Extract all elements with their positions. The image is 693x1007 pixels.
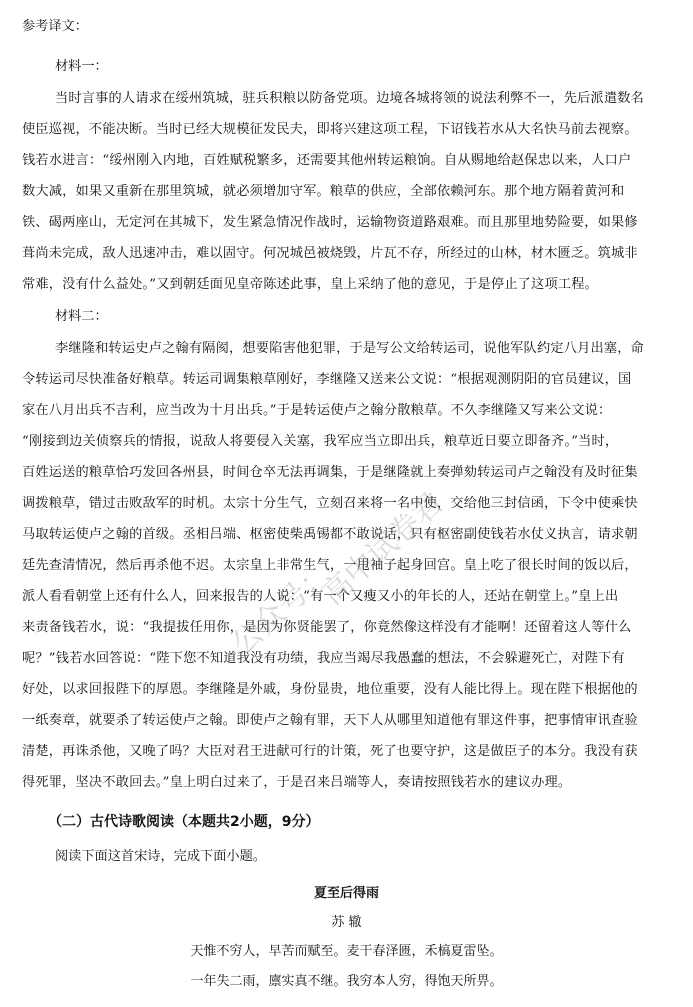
translation-heading: 参考译文： [22, 19, 88, 34]
text-line: 家在八月出兵不吉利，应当改为十月出兵。”于是转运使卢之翰分散粮草。不久李继隆又写来公文说： [22, 403, 612, 418]
poem-author: 苏 辙 [331, 915, 362, 930]
text-line: 铁、碣两座山，无定河在其城下，发生紧急情况作战时，运输物资道路艰难。而且那里地势险要，如果修 [22, 215, 638, 230]
text-line: 葺尚未完成，敌人迅速冲击，难以固守。何况城邑被烧毁，片瓦不存，所经过的山林，材木匮乏。筑城非 [22, 246, 638, 261]
text-line: 常难，没有什么益处。”又到朝廷面见皇帝陈述此事，皇上采纳了他的意见，于是停止了这项工程。 [22, 277, 599, 292]
material-one-label: 材料一： [55, 59, 108, 74]
text-line: 廷先查清情况，然后再杀他不迟。太宗皇上非常生气，一甩袖子起身回宫。皇上吃了很长时间的饭以后， [22, 558, 638, 573]
text-line: 李继隆和转运史卢之翰有隔阂，想要陷害他犯罪，于是写公文给转运司，说他军队约定八月出塞，命 [55, 341, 645, 356]
text-line: “刚接到边关侦察兵的情报，说敌人将要侵入关塞，我军应当立即出兵，粮草近日要立即备齐。”当时， [22, 434, 619, 449]
text-line: 得死罪，坚决不敢回去。”皇上明白过来了，于是召来吕端等人，奏请按照钱若水的建议办理。 [22, 775, 572, 790]
watermark-line: 高中试卷君 [315, 485, 451, 612]
text-line: 派人看看朝堂上还有什么人，回来报告的人说：“有一个又瘦又小的年长的人，还站在朝堂上。”皇上出 [22, 589, 619, 604]
text-line: 清楚，再诛杀他，又晚了吗？大臣对君王进献可行的计策，死了也要守护，这是做臣子的本分。我没有获 [22, 744, 638, 759]
watermark [200, 380, 580, 660]
text-line: 马取转运使卢之翰的首级。丞相吕端、枢密使柴禹锡都不敢说话，只有枢密副使钱若水仗义执言，请求朝 [22, 527, 638, 542]
text-line: 好处，以求回报陛下的厚恩。李继隆是外戚，身份显贵，地位重要，没有人能比得上。现在陛下根据他的 [22, 682, 638, 697]
poem-line: 一年失二雨，廪实真不继。我穷本人穷，得饱天所畀。 [190, 974, 503, 989]
text-line: 当时言事的人请求在绥州筑城，驻兵积粮以防备党项。边境各城将领的说法利弊不一，先后派遣数名 [55, 91, 645, 106]
text-line: 来责备钱若水，说：“我提拔任用你，是因为你贤能罢了，你竟然像这样没有才能啊！还留着这人等什么 [22, 620, 632, 635]
text-line: 数大减，如果又重新在那里筑城，就必须增加守军。粮草的供应，全部依赖河东。那个地方隔着黄河和 [22, 184, 625, 199]
text-line: 百姓运送的粮草恰巧发回各州县，时间仓卒无法再调集，于是继隆就上奏弹劾转运司卢之翰没有及时征集 [22, 465, 638, 480]
section-title: （二）古代诗歌阅读（本题共2小题，9分） [48, 814, 320, 830]
text-line: 调拨粮草，错过击败敌军的时机。太宗十分生气，立刻召来将一名中使，交给他三封信函，下令中使乘快 [22, 496, 638, 511]
material-two-label: 材料二： [55, 309, 108, 324]
text-line: 钱若水进言：“绥州刚入内地，百姓赋税繁多，还需要其他州转运粮饷。自从赐地给赵保忠以来，人口户 [22, 153, 632, 168]
poem-title: 夏至后得雨 [313, 886, 379, 901]
text-line: 一纸奏章，就要杀了转运使卢之翰。即使卢之翰有罪，天下人从哪里知道他有罪这件事，把事情审讯查验 [22, 713, 638, 728]
text-line: 使臣巡视，不能决断。当时已经大规模征发民夫，即将兴建这项工程，下诏钱若水从大名快马前去视察。 [22, 122, 638, 137]
watermark-line: 公众号： [225, 555, 338, 662]
instruction-text: 阅读下面这首宋诗，完成下面小题。 [55, 849, 266, 864]
text-line: 呢？”钱若水回答说：“陛下您不知道我没有功绩，我应当竭尽我愚蠢的想法，不会躲避死亡，对陛下有 [22, 651, 625, 666]
poem-line: 天惟不穷人，早苦而赋至。麦干春泽匮，禾槁夏雷坠。 [190, 944, 503, 959]
text-line: 令转运司尽快准备好粮草。转运司调集粮草刚好，李继隆又送来公文说：“根据观测阴阳的官员建议，国 [22, 372, 632, 387]
